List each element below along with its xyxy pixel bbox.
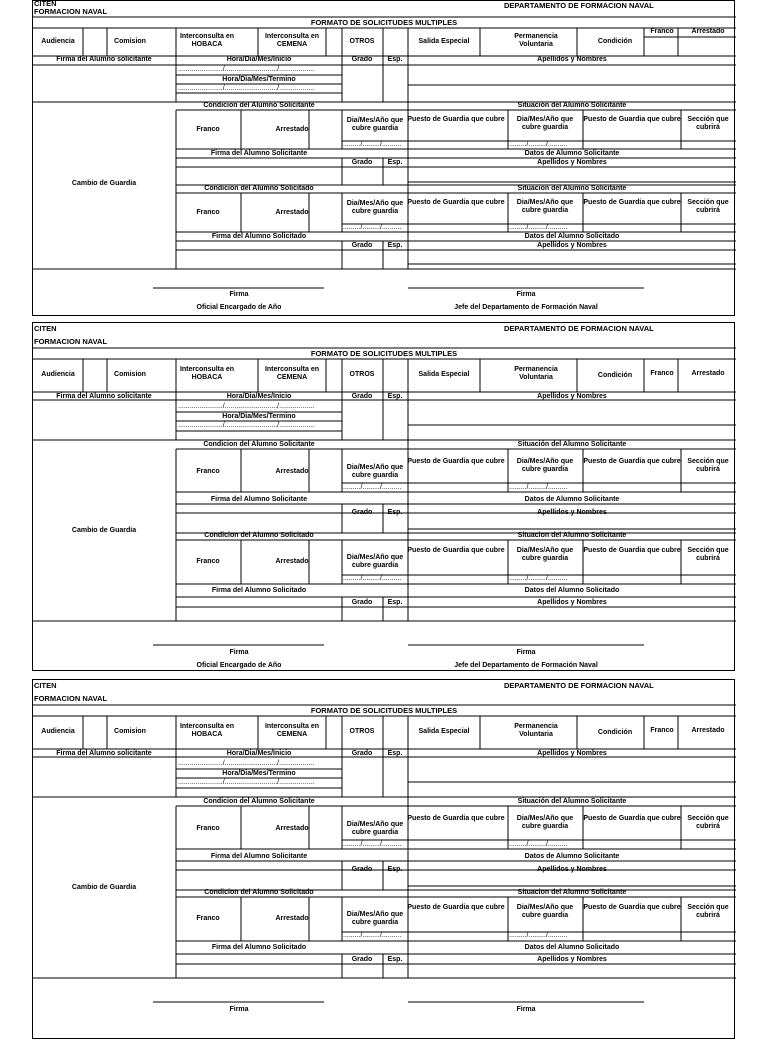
apellidos-label-3: Apellidos y Nombres	[537, 956, 607, 963]
hora-inicio-label: Hora/Dia/Mes/Inicio	[226, 56, 292, 63]
hora-termino-label: Hora/Dia/Mes/Termino	[222, 76, 296, 83]
cemena-label: Interconsulta en CEMENA	[264, 723, 320, 738]
cambio-guardia-label: Cambio de Guardia	[71, 527, 137, 534]
fecha-guardia-label: Dia/Mes/Año que cubre guardia	[346, 821, 404, 836]
datos-solicitado-label: Datos del Alumno Solicitado	[524, 587, 620, 594]
org-name: CITEN	[34, 0, 57, 8]
form-title: FORMATO DE SOLICITUDES MULTIPLES	[310, 349, 458, 358]
request-form	[32, 679, 735, 1039]
condicion-solicitante-header: Condicion del Alumno Solicitante	[203, 102, 315, 109]
hora-inicio-blank: ......................./.........................../..................	[178, 66, 315, 73]
franco-label: Franco	[650, 370, 674, 377]
fecha-blank: ........./........./..........	[343, 141, 402, 148]
fecha-blank: ........./........./..........	[343, 841, 402, 848]
esp-label-2: Esp.	[387, 159, 403, 166]
condicion-solicitado-header: Condicion del Alumno Solicitado	[204, 185, 314, 192]
arrestado-option: Arrestado	[275, 468, 309, 475]
seccion-label-2: Sección que cubrirá	[687, 199, 729, 214]
grado-label: Grado	[351, 393, 373, 400]
arrestado-label: Arrestado	[691, 370, 725, 377]
firma-oficial-label: Firma	[229, 1006, 249, 1013]
grado-label-2: Grado	[351, 159, 373, 166]
firma-solicitante-label: Firma del Alumno Solicitante	[210, 150, 308, 157]
situacion-solicitado-header: Situacion del Alumno Solicitante	[517, 185, 627, 192]
request-form	[32, 322, 735, 671]
firma-jefe-label: Firma	[516, 1006, 536, 1013]
datos-solicitante-label: Datos de Alumno Solicitante	[524, 496, 620, 503]
permanencia-label: Permanencia Voluntaria	[514, 723, 558, 738]
hora-inicio-label: Hora/Dia/Mes/Inicio	[226, 750, 292, 757]
arrestado-option-2: Arrestado	[275, 209, 309, 216]
esp-label-2: Esp.	[387, 509, 403, 516]
comision-label: Comision	[114, 38, 146, 45]
fecha-guardia-label-4: Dia/Mes/Año que cubre guardia	[516, 904, 574, 919]
form-grid-lines	[33, 1, 736, 317]
firma-jefe-label: Firma	[516, 649, 536, 656]
fecha-blank-3: ........./........./..........	[343, 224, 402, 231]
arrestado-label: Arrestado	[691, 28, 725, 35]
arrestado-option: Arrestado	[275, 126, 309, 133]
condicion-label: Condición	[597, 38, 633, 45]
org-subname: FORMACION NAVAL	[34, 7, 108, 16]
datos-solicitante-label: Datos de Alumno Solicitante	[524, 150, 620, 157]
puesto-guardia-label: Puesto de Guardia que cubre	[407, 116, 505, 123]
fecha-guardia-label-2: Dia/Mes/Año que cubre guardia	[516, 458, 574, 473]
grado-label-3: Grado	[351, 599, 373, 606]
fecha-guardia-label: Dia/Mes/Año que cubre guardia	[346, 117, 404, 132]
apellidos-label-2: Apellidos y Nombres	[537, 509, 607, 516]
fecha-blank-4: ........./........./..........	[509, 224, 568, 231]
audiencia-label: Audiencia	[41, 38, 75, 45]
fecha-blank-2: ........./........./..........	[509, 484, 568, 491]
situacion-solicitado-header: Situacion del Alumno Solicitante	[517, 889, 627, 896]
hora-inicio-blank: ......................./.........................../..................	[178, 760, 315, 767]
hora-termino-blank: ......................./.........................../..................	[178, 779, 315, 786]
condicion-label: Condición	[597, 372, 633, 379]
condicion-solicitante-header: Condicion del Alumno Solicitante	[203, 798, 315, 805]
department-name: DEPARTAMENTO DE FORMACION NAVAL	[504, 324, 654, 333]
cambio-guardia-label: Cambio de Guardia	[71, 180, 137, 187]
seccion-label: Sección que cubrirá	[687, 815, 729, 830]
hora-inicio-label: Hora/Dia/Mes/Inicio	[226, 393, 292, 400]
oficial-encargado-label: Oficial Encargado de Año	[196, 662, 282, 669]
esp-label: Esp.	[387, 56, 403, 63]
condicion-solicitado-header: Condicion del Alumno Solicitado	[204, 532, 314, 539]
esp-label: Esp.	[387, 750, 403, 757]
jefe-departamento-label: Jefe del Departamento de Formación Naval	[454, 304, 598, 311]
puesto-guardia-label-3: Puesto de Guardia que cubre	[407, 199, 505, 206]
firma-jefe-label: Firma	[516, 291, 536, 298]
apellidos-label: Apellidos y Nombres	[537, 56, 607, 63]
franco-option-2: Franco	[196, 915, 220, 922]
puesto-guardia-label: Puesto de Guardia que cubre	[407, 815, 505, 822]
firma-alumno-label: Firma del Alumno solicitante	[56, 393, 152, 400]
situacion-solicitante-header: Situación del Alumno Solicitante	[517, 798, 627, 805]
fecha-guardia-label-3: Dia/Mes/Año que cubre guardia	[346, 554, 404, 569]
org-subname: FORMACION NAVAL	[34, 337, 108, 346]
audiencia-label: Audiencia	[41, 728, 75, 735]
fecha-guardia-label-3: Dia/Mes/Año que cubre guardia	[346, 200, 404, 215]
comision-label: Comision	[114, 728, 146, 735]
org-subname: FORMACION NAVAL	[34, 694, 108, 703]
esp-label-3: Esp.	[387, 599, 403, 606]
org-name: CITEN	[34, 681, 57, 690]
grado-label-2: Grado	[351, 866, 373, 873]
fecha-blank-4: ........./........./..........	[509, 932, 568, 939]
datos-solicitado-label: Datos del Alumno Solicitado	[524, 944, 620, 951]
franco-label: Franco	[650, 28, 674, 35]
esp-label: Esp.	[387, 393, 403, 400]
firma-solicitado-label: Firma del Alumno Solicitado	[211, 944, 307, 951]
situacion-solicitante-header: Situación del Alumno Solicitante	[517, 441, 627, 448]
firma-solicitante-label: Firma del Alumno Solicitante	[210, 853, 308, 860]
fecha-blank-4: ........./........./..........	[509, 575, 568, 582]
fecha-guardia-label-2: Dia/Mes/Año que cubre guardia	[516, 815, 574, 830]
otros-label: OTROS	[349, 371, 375, 378]
esp-label-3: Esp.	[387, 956, 403, 963]
franco-option: Franco	[196, 126, 220, 133]
condicion-solicitado-header: Condicion del Alumno Solicitado	[204, 889, 314, 896]
fecha-blank-2: ........./........./..........	[509, 841, 568, 848]
franco-option-2: Franco	[196, 558, 220, 565]
seccion-label-2: Sección que cubrirá	[687, 904, 729, 919]
arrestado-label: Arrestado	[691, 727, 725, 734]
fecha-blank: ........./........./..........	[343, 484, 402, 491]
comision-label: Comision	[114, 371, 146, 378]
cemena-label: Interconsulta en CEMENA	[264, 33, 320, 48]
hora-termino-blank: ......................./.........................../..................	[178, 422, 315, 429]
hobaca-label: Interconsulta en HOBACA	[179, 723, 235, 738]
request-form	[32, 0, 735, 316]
fecha-guardia-label: Dia/Mes/Año que cubre guardia	[346, 464, 404, 479]
cambio-guardia-label: Cambio de Guardia	[71, 884, 137, 891]
seccion-label: Sección que cubrirá	[687, 458, 729, 473]
franco-option-2: Franco	[196, 209, 220, 216]
arrestado-option: Arrestado	[275, 825, 309, 832]
situacion-solicitante-header: Situación del Alumno Solicitante	[517, 102, 627, 109]
esp-label-3: Esp.	[387, 242, 403, 249]
otros-label: OTROS	[349, 38, 375, 45]
permanencia-label: Permanencia Voluntaria	[514, 33, 558, 48]
hobaca-label: Interconsulta en HOBACA	[179, 366, 235, 381]
firma-alumno-label: Firma del Alumno solicitante	[56, 56, 152, 63]
franco-option: Franco	[196, 825, 220, 832]
seccion-label: Sección que cubrirá	[687, 116, 729, 131]
arrestado-option-2: Arrestado	[275, 915, 309, 922]
otros-label: OTROS	[349, 728, 375, 735]
cemena-label: Interconsulta en CEMENA	[264, 366, 320, 381]
permanencia-label: Permanencia Voluntaria	[514, 366, 558, 381]
firma-solicitado-label: Firma del Alumno Solicitado	[211, 233, 307, 240]
hora-inicio-blank: ......................./.........................../..................	[178, 403, 315, 410]
arrestado-option-2: Arrestado	[275, 558, 309, 565]
puesto-guardia-label-3: Puesto de Guardia que cubre	[407, 547, 505, 554]
grado-label: Grado	[351, 56, 373, 63]
fecha-guardia-label-4: Dia/Mes/Año que cubre guardia	[516, 547, 574, 562]
audiencia-label: Audiencia	[41, 371, 75, 378]
salida-especial-label: Salida Especial	[418, 728, 470, 735]
datos-solicitado-label: Datos del Alumno Solicitado	[524, 233, 620, 240]
hora-termino-label: Hora/Dia/Mes/Termino	[222, 770, 296, 777]
condicion-solicitante-header: Condicion del Alumno Solicitante	[203, 441, 315, 448]
puesto-guardia-label-4: Puesto de Guardia que cubre	[583, 547, 681, 554]
situacion-solicitado-header: Situacion del Alumno Solicitante	[517, 532, 627, 539]
apellidos-label: Apellidos y Nombres	[537, 393, 607, 400]
form-title: FORMATO DE SOLICITUDES MULTIPLES	[310, 706, 458, 715]
salida-especial-label: Salida Especial	[418, 371, 470, 378]
firma-oficial-label: Firma	[229, 649, 249, 656]
fecha-guardia-label-4: Dia/Mes/Año que cubre guardia	[516, 199, 574, 214]
puesto-guardia-label-2: Puesto de Guardia que cubre	[583, 815, 681, 822]
grado-label-3: Grado	[351, 956, 373, 963]
department-name: DEPARTAMENTO DE FORMACION NAVAL	[504, 1, 654, 10]
apellidos-label-3: Apellidos y Nombres	[537, 242, 607, 249]
fecha-blank-3: ........./........./..........	[343, 575, 402, 582]
department-name: DEPARTAMENTO DE FORMACION NAVAL	[504, 681, 654, 690]
puesto-guardia-label-2: Puesto de Guardia que cubre	[583, 116, 681, 123]
datos-solicitante-label: Datos de Alumno Solicitante	[524, 853, 620, 860]
hobaca-label: Interconsulta en HOBACA	[179, 33, 235, 48]
franco-option: Franco	[196, 468, 220, 475]
grado-label: Grado	[351, 750, 373, 757]
esp-label-2: Esp.	[387, 866, 403, 873]
firma-oficial-label: Firma	[229, 291, 249, 298]
hora-termino-blank: ......................./.........................../..................	[178, 85, 315, 92]
apellidos-label-2: Apellidos y Nombres	[537, 159, 607, 166]
fecha-blank-3: ........./........./..........	[343, 932, 402, 939]
firma-solicitado-label: Firma del Alumno Solicitado	[211, 587, 307, 594]
franco-label: Franco	[650, 727, 674, 734]
seccion-label-2: Sección que cubrirá	[687, 547, 729, 562]
puesto-guardia-label: Puesto de Guardia que cubre	[407, 458, 505, 465]
condicion-label: Condición	[597, 729, 633, 736]
form-title: FORMATO DE SOLICITUDES MULTIPLES	[310, 18, 458, 27]
firma-solicitante-label: Firma del Alumno Solicitante	[210, 496, 308, 503]
hora-termino-label: Hora/Dia/Mes/Termino	[222, 413, 296, 420]
puesto-guardia-label-4: Puesto de Guardia que cubre	[583, 199, 681, 206]
salida-especial-label: Salida Especial	[418, 38, 470, 45]
apellidos-label-2: Apellidos y Nombres	[537, 866, 607, 873]
org-name: CITEN	[34, 324, 57, 333]
oficial-encargado-label: Oficial Encargado de Año	[196, 304, 282, 311]
apellidos-label: Apellidos y Nombres	[537, 750, 607, 757]
apellidos-label-3: Apellidos y Nombres	[537, 599, 607, 606]
fecha-guardia-label-3: Dia/Mes/Año que cubre guardia	[346, 911, 404, 926]
puesto-guardia-label-4: Puesto de Guardia que cubre	[583, 904, 681, 911]
jefe-departamento-label: Jefe del Departamento de Formación Naval	[454, 662, 598, 669]
grado-label-3: Grado	[351, 242, 373, 249]
fecha-guardia-label-2: Dia/Mes/Año que cubre guardia	[516, 116, 574, 131]
fecha-blank-2: ........./........./..........	[509, 141, 568, 148]
puesto-guardia-label-2: Puesto de Guardia que cubre	[583, 458, 681, 465]
grado-label-2: Grado	[351, 509, 373, 516]
puesto-guardia-label-3: Puesto de Guardia que cubre	[407, 904, 505, 911]
firma-alumno-label: Firma del Alumno solicitante	[56, 750, 152, 757]
